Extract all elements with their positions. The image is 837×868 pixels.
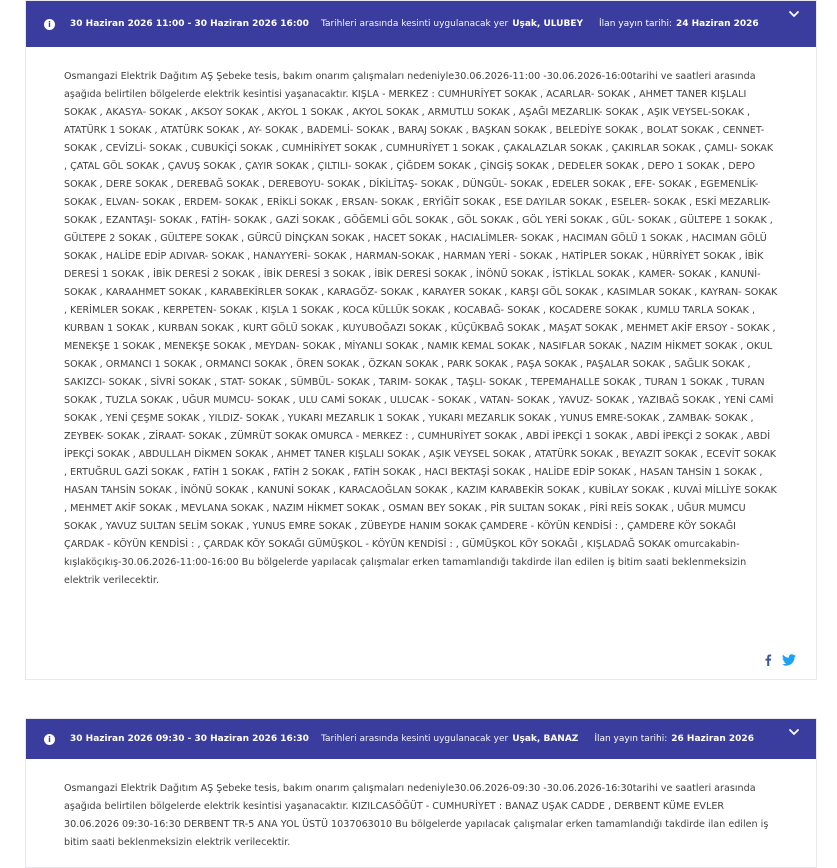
outage-date-range: 30 Haziran 2026 09:30 - 30 Haziran 2026 16:30	[70, 734, 309, 744]
outage-location: Uşak, BANAZ	[512, 734, 579, 744]
info-icon: i	[44, 734, 55, 745]
share-buttons	[764, 651, 796, 670]
twitter-icon[interactable]	[782, 651, 796, 670]
outage-description: Osmangazi Elektrik Dağıtım AŞ Şebeke tesis, bakım onarım çalışmaları nedeniyle30.06.2026-09:30 -30.06.2026-16:30tarihi ve saatleri arasında aşağıda belirtilen bölgelerde elektrik kesintisi yaşanacaktır. KIZILCASÖĞÜT - CUMHURİYET : BANAZ UŞAK CADDE , DERBENT KÜME EVLER 30.06.2026 09:30-16:30 DERBENT TR-5 ANA YOL ÜSTÜ 1037063010 Bu bölgelerde yapılacak çalışmalar erken tamamlandığı takdirde ilan edilen iş bitim saati beklenmeksizin elektrik verilecektir.	[64, 783, 769, 848]
outage-location: Uşak, ULUBEY	[512, 19, 584, 29]
info-icon: i	[44, 19, 55, 30]
outage-description: Osmangazi Elektrik Dağıtım AŞ Şebeke tesis, bakım onarım çalışmaları nedeniyle30.06.2026-11:00 -30.06.2026-16:00tarihi ve saatleri arasında aşağıda belirtilen bölgelerde elektrik kesintisi yaşanacaktır. KIŞLA - MERKEZ : CUMHURİYET SOKAK , ACARLAR- SOKAK , AHMET TANER KIŞLALI SOKAK , AKASYA- SOKAK , AKSOY SOKAK , AKYOL 1 SOKAK , AKYOL SOKAK , ARMUTLU SOKAK , AŞAĞI MEZARLIK- SOKAK , AŞIK VEYSEL-SOKAK , ATATÜRK 1 SOKAK , ATATÜRK SOKAK , AY- SOKAK , BADEMLİ- SOKAK , BARAJ SOKAK , BAŞKAN SOKAK , BELEDİYE SOKAK , BOLAT SOKAK , CENNET- SOKAK , CEVİZLİ- SOKAK , CUBUKİÇİ SOKAK , CUMHİRİYET SOKAK , CUMHURİYET 1 SOKAK , ÇAKALAZLAR SOKAK , ÇAKIRLAR SOKAK , ÇAMLI- SOKAK , ÇATAL GÖL SOKAK , ÇAVUŞ SOKAK , ÇAYIR SOKAK , ÇILTILI- SOKAK , ÇİĞDEM SOKAK , ÇİNGİŞ SOKAK , DEDELER SOKAK , DEPO 1 SOKAK , DEPO SOKAK , DERE SOKAK , DEREBAĞ SOKAK , DEREBOYU- SOKAK , DİKİLİTAŞ- SOKAK , DÜNGÜL- SOKAK , EDELER SOKAK , EFE- SOKAK , EGEMENLİK- SOKAK , ELVAN- SOKAK , ERDEM- SOKAK , ERİKLİ SOKAK , ERSAN- SOKAK , ERYİĞİT SOKAK , ESE DAYILAR SOKAK , ESELER- SOKAK , ESKİ MEZARLIK- SOKAK , EZANTAŞI- SOKAK , FATİH- SOKAK , GAZİ SOKAK , GÖĞEMLİ GÖL SOKAK , GÖL SOKAK , GÖL YERİ SOKAK , GÜL- SOKAK , GÜLTEPE 1 SOKAK , GÜLTEPE 2 SOKAK , GÜLTEPE SOKAK , GÜRCÜ DİNÇKAN SOKAK , HACET SOKAK , HACIALİMLER- SOKAK , HACIMAN GÖLÜ 1 SOKAK , HACIMAN GÖLÜ SOKAK , HALİDE EDİP ADIVAR- SOKAK , HANAYYERİ- SOKAK , HARMAN-SOKAK , HARMAN YERİ - SOKAK , HATİPLER SOKAK , HÜRRİYET SOKAK , İBİK DERESİ 1 SOKAK , İBİK DERESİ 2 SOKAK , İBİK DERESİ 3 SOKAK , İBİK DERESİ SOKAK , İNÖNÜ SOKAK , İSTİKLAL SOKAK , KAMER- SOKAK , KANUNİ- SOKAK , KARAAHMET SOKAK , KARABEKİRLER SOKAK , KARAGÖZ- SOKAK , KARAYER SOKAK , KARŞI GÖL SOKAK , KASIMLAR SOKAK , KAYRAN- SOKAK , KERİMLER SOKAK , KERPETEN- SOKAK , KIŞLA 1 SOKAK , KOCA KÜLLÜK SOKAK , KOCABAĞ- SOKAK , KOCADERE SOKAK , KUMLU TARLA SOKAK , KURBAN 1 SOKAK , KURBAN SOKAK , KURT GÖLÜ SOKAK , KUYUBOĞAZI SOKAK , KÜÇÜKBAĞ SOKAK , MAŞAT SOKAK , MEHMET AKİF ERSOY - SOKAK , MENEKŞE 1 SOKAK , MENEKŞE SOKAK , MEYDAN- SOKAK , MİYANLI SOKAK , NAMIK KEMAL SOKAK , NASIFLAR SOKAK , NAZIM HİKMET SOKAK , OKUL SOKAK , ORMANCI 1 SOKAK , ORMANCI SOKAK , ÖREN SOKAK , ÖZKAN SOKAK , PARK SOKAK , PAŞA SOKAK , PAŞALAR SOKAK , SAĞLIK SOKAK , SAKIZCI- SOKAK , SİVRİ SOKAK , STAT- SOKAK , SÜMBÜL- SOKAK , TARIM- SOKAK , TAŞLI- SOKAK , TEPEMAHALLE SOKAK , TURAN 1 SOKAK , TURAN SOKAK , TUZLA SOKAK , UĞUR MUMCU- SOKAK , ULU CAMİ SOKAK , ULUCAK - SOKAK , VATAN- SOKAK , YAVUZ- SOKAK , YAZIBAĞ SOKAK , YENİ CAMİ SOKAK , YENİ ÇEŞME SOKAK , YILDIZ- SOKAK , YUKARI MEZARLIK 1 SOKAK , YUKARI MEZARLIK SOKAK , YUNUS EMRE-SOKAK , ZAMBAK- SOKAK , ZEYBEK- SOKAK , ZİRAAT- SOKAK , ZÜMRÜT SOKAK OMURCA - MERKEZ : , CUMHURİYET SOKAK , ABDİ İPEKÇİ 1 SOKAK , ABDİ İPEKÇİ 2 SOKAK , ABDİ İPEKÇİ SOKAK , ABDULLAH DİKMEN SOKAK , AHMET TANER KIŞLALI SOKAK , AŞIK VEYSEL SOKAK , ATATÜRK SOKAK , BEYAZIT SOKAK , ECEVİT SOKAK , ERTUĞRUL GAZİ SOKAK , FATİH 1 SOKAK , FATİH 2 SOKAK , FATİH SOKAK , HACI BEKTAŞİ SOKAK , HALİDE EDİP SOKAK , HASAN TAHSİN 1 SOKAK , HASAN TAHSİN SOKAK , İNÖNÜ SOKAK , KANUNİ SOKAK , KARACAOĞLAN SOKAK , KAZIM KARABEKİR SOKAK , KUBİLAY SOKAK , KUVAİ MİLLİYE SOKAK , MEHMET AKİF SOKAK , MEVLANA SOKAK , NAZIM HİKMET SOKAK , OSMAN BEY SOKAK , PİR SULTAN SOKAK , PİRİ REİS SOKAK , UĞUR MUMCU SOKAK , YAVUZ SULTAN SELİM SOKAK , YUNUS EMRE SOKAK , ZÜBEYDE HANIM SOKAK ÇAMDERE - KÖYÜN KENDİSİ : , ÇAMDERE KÖY SOKAĞI ÇARDAK - KÖYÜN KENDİSİ : , ÇARDAK KÖY SOKAĞI GÜMÜŞKOL - KÖYÜN KENDİSİ : , GÜMÜŞKOL KÖY SOKAĞI , KIŞLADAĞ SOKAK omurcakabin-kışlaköçıkış-30.06.2026-11:00-16:00 Bu bölgelerde yapılacak çalışmalar erken tamamlandığı takdirde ilan edilen iş bitim saati beklenmeksizin elektrik verilecektir.	[64, 71, 778, 586]
outage-card	[25, 718, 817, 868]
chevron-down-icon[interactable]	[788, 8, 800, 20]
published-date: 24 Haziran 2026	[675, 19, 759, 29]
chevron-down-icon[interactable]	[788, 726, 800, 738]
published-label: İlan yayın tarihi:	[594, 734, 668, 744]
outage-card	[25, 0, 817, 680]
published-date: 26 Haziran 2026	[671, 734, 754, 744]
outage-date-range: 30 Haziran 2026 11:00 - 30 Haziran 2026 16:00	[70, 19, 309, 29]
outage-card-header[interactable]	[26, 1, 816, 47]
outage-location-label: Tarihleri arasında kesinti uygulanacak yer	[320, 19, 509, 29]
outage-location-label: Tarihleri arasında kesinti uygulanacak yer	[320, 734, 509, 744]
published-label: İlan yayın tarihi:	[599, 19, 672, 29]
facebook-icon[interactable]	[764, 651, 772, 670]
outage-card-header[interactable]	[26, 719, 816, 759]
